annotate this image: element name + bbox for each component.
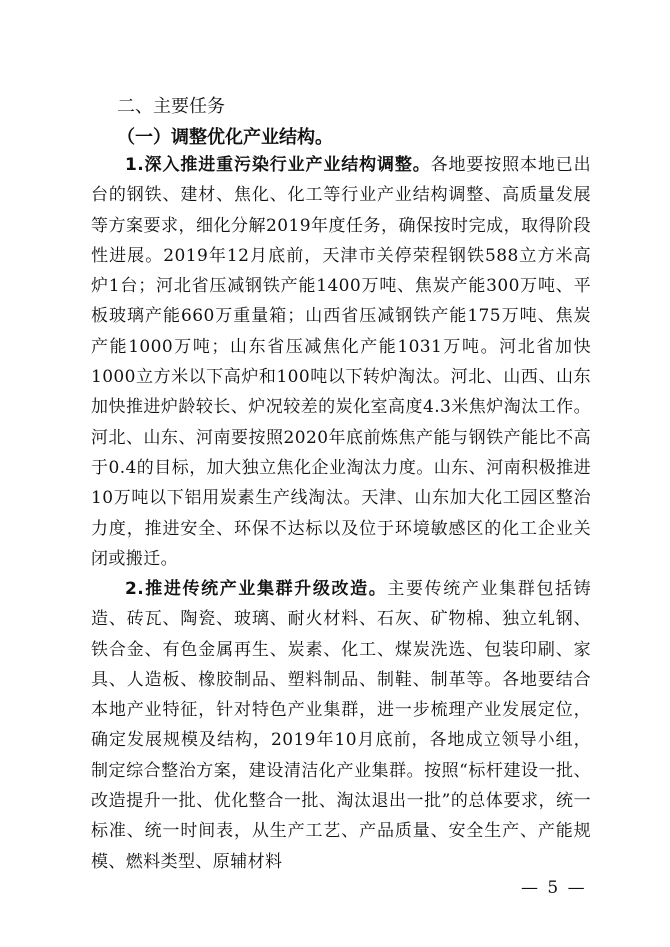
paragraph-2-text: 主要传统产业集群包括铸造、砖瓦、陶瓷、玻璃、耐火材料、石灰、矿物棉、独立轧钢、铁合金、有色金属再生、炭素、化工、煤炭洗选、包装印刷、家具、人造板、橡胶制品、塑料制品、制鞋、制革等。各地要结合本地产业特征，针对特色产业集群，进一步梳理产业发展定位，确定发展规模及结构，2019年10月底前，各地成立领导小组，制定综合整治方案，建设清洁化产业集群。按照“标杆建设一批、改造提升一批、优化整合一批、淘汰退出一批”的总体要求，统一标准、统一时间表，从生产工艺、产品质量、安全生产、产能规模、燃料类型、原辅材料: [91, 579, 591, 872]
paragraph-1-title: 1.深入推进重污染行业产业结构调整。: [125, 155, 431, 175]
paragraph-2: [91, 574, 591, 877]
paragraph-1-text: 各地要按照本地已出台的钢铁、建材、焦化、化工等行业产业结构调整、高质量发展等方案要求，细化分解2019年度任务，确保按时完成，取得阶段性进展。2019年12月底前，天津市关停荣程钢铁588立方米高炉1台；河北省压减钢铁产能1400万吨、焦炭产能300万吨、平板玻璃产能660万重量箱；山西省压减钢铁产能175万吨、焦炭产能1000万吨；山东省压减焦化产能1031万吨。河北省加快1000立方米以下高炉和100吨以下转炉淘汰。河北、山西、山东加快推进炉龄较长、炉况较差的炭化室高度4.3米焦炉淘汰工作。河北、山东、河南要按照2020年底前炼焦产能与钢铁产能比不高于0.4的目标，加大独立焦化企业淘汰力度。山东、河南积极推进10万吨以下铝用炭素生产线淘汰。天津、山东加大化工园区整治力度，推进安全、环保不达标以及位于环境敏感区的化工企业关闭或搬迁。: [91, 155, 591, 569]
paragraph-2-title: 2.推进传统产业集群升级改造。: [125, 579, 388, 599]
page-number: — 5 —: [521, 878, 587, 898]
paragraph-1: [91, 150, 591, 574]
sub-heading: （一）调整优化产业结构。: [117, 127, 333, 148]
section-heading: 二、主要任务: [117, 96, 225, 117]
